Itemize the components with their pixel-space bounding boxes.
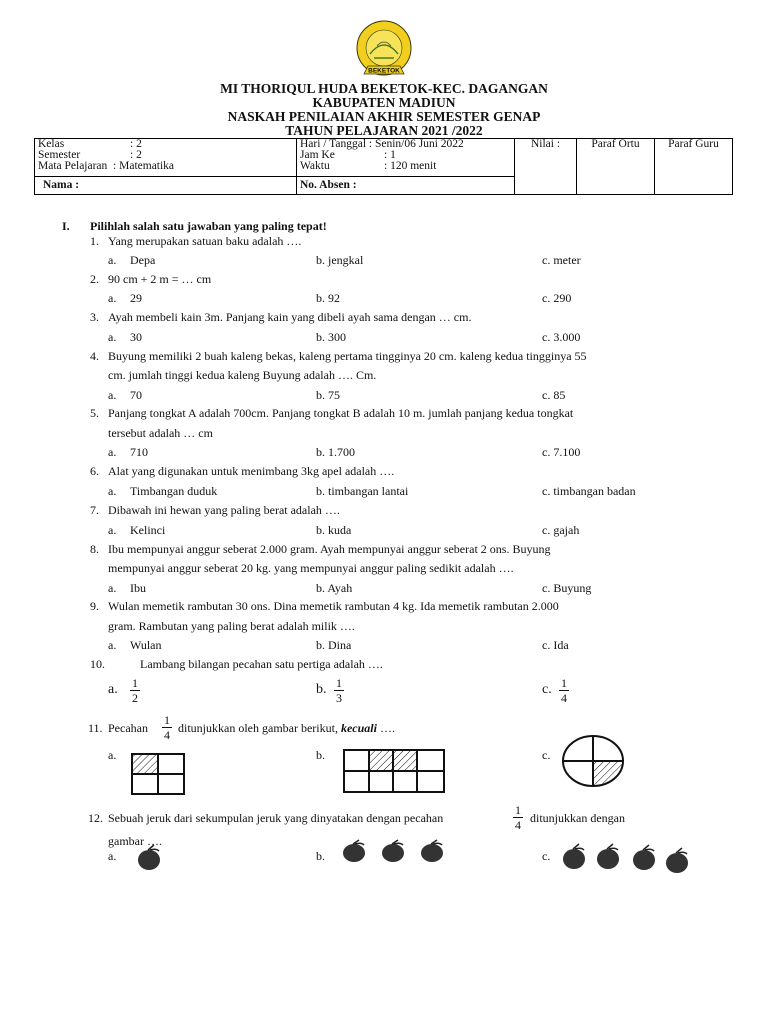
q8-text-line2: mempunyai anggur seberat 20 kg. yang mempunyai anggur paling sedikit adalah …. [108,561,514,575]
academic-year: TAHUN PELAJARAN 2021 /2022 [285,123,483,138]
absen-field[interactable] [297,177,515,195]
q1-option-a[interactable]: Depa [130,253,156,267]
q11-option-c-circle[interactable] [560,734,626,788]
q6-text: Alat yang digunakan untuk menimbang 3kg apel adalah …. [108,464,395,478]
q4-option-b[interactable]: b. 75 [316,388,340,402]
q10-a-denominator: 2 [132,691,138,705]
q6-option-c[interactable]: c. timbangan badan [542,484,636,498]
jam-label: Jam Ke [300,149,335,161]
schedule-info-cell [297,139,515,177]
q10-number: 10. [90,657,105,671]
section-instruction: Pilihlah salah satu jawaban yang paling tepat! [90,219,327,233]
q12-text-pre: Sebuah jeruk dari sekumpulan jeruk yang dinyatakan dengan pecahan [108,811,444,825]
exam-title: NASKAH PENILAIAN AKHIR SEMESTER GENAP [227,109,541,124]
student-info-table [34,138,733,195]
q5-option-a[interactable]: 710 [130,445,148,459]
q9-option-a[interactable]: Wulan [130,638,162,652]
absen-label: No. Absen : [300,179,357,191]
q6-option-a-letter: a. [108,484,117,498]
q2-option-a-letter: a. [108,291,117,305]
q12-option-c-oranges[interactable] [560,842,695,876]
orange-icon [666,848,688,873]
q3-text: Ayah membeli kain 3m. Panjang kain yang dibeli ayah sama dengan … cm. [108,310,472,324]
q4-number: 4. [90,349,99,363]
q2-text: 90 cm + 2 m = … cm [108,272,212,286]
q10-c-numerator: 1 [561,676,567,690]
nama-field[interactable] [35,177,297,195]
q11-option-b-letter: b. [316,748,325,762]
q1-option-c[interactable]: c. meter [542,253,581,267]
nilai-label: Nilai : [530,138,561,150]
q7-number: 7. [90,503,99,517]
semester-value: : 2 [130,149,142,161]
mapel-value: : Matematika [113,160,175,172]
q11-fraction [162,714,172,741]
q7-option-a[interactable]: Kelinci [130,523,166,537]
q9-option-a-letter: a. [108,638,117,652]
q4-option-c[interactable]: c. 85 [542,388,566,402]
q8-text: Ibu mempunyai anggur seberat 2.000 gram. Ayah mempunyai anggur seberat 2 ons. Buyung [108,542,551,556]
school-logo [344,18,424,78]
q6-number: 6. [90,464,99,478]
q2-option-b[interactable]: b. 92 [316,291,340,305]
q2-number: 2. [90,272,99,286]
q10-b-denominator: 3 [336,691,342,705]
q11-number: 11. [88,721,103,735]
orange-icon [382,840,404,862]
orange-icon [421,840,443,862]
q1-option-b[interactable]: b. jengkal [316,253,364,267]
q12-denominator: 4 [515,818,521,832]
section-number: I. [62,219,70,233]
q8-number: 8. [90,542,99,556]
q5-text-line2: tersebut adalah … cm [108,426,213,440]
q5-option-a-letter: a. [108,445,117,459]
class-info-cell [35,139,297,177]
q12-fraction [513,804,523,831]
q1-option-a-letter: a. [108,253,117,267]
kelas-value: : 2 [130,138,142,150]
q9-number: 9. [90,599,99,613]
q3-option-a-letter: a. [108,330,117,344]
waktu-label: Waktu [300,160,330,172]
q11-text-emphasis: kecuali [340,721,377,735]
q3-option-b[interactable]: b. 300 [316,330,346,344]
q10-a-numerator: 1 [132,676,138,690]
q10-option-c-fraction[interactable] [559,677,569,704]
q9-option-c[interactable]: c. Ida [542,638,569,652]
q5-number: 5. [90,406,99,420]
q2-option-a[interactable]: 29 [130,291,142,305]
regency-name: KABUPATEN MADIUN [312,95,456,110]
hari-label: Hari / Tanggal [300,138,367,150]
hari-value: : Senin/06 Juni 2022 [368,138,464,150]
q5-text: Panjang tongkat A adalah 700cm. Panjang tongkat B adalah 10 m. jumlah panjang kedua tongkat [108,406,574,420]
q10-option-a-letter: a. [108,682,118,697]
q7-option-a-letter: a. [108,523,117,537]
q8-option-a[interactable]: Ibu [130,581,146,595]
q12-numerator: 1 [515,803,521,817]
q12-text-line2: gambar …. [108,834,162,848]
nilai-cell[interactable] [515,139,577,195]
q6-option-b[interactable]: b. timbangan lantai [316,484,409,498]
q11-numerator: 1 [164,713,170,727]
q12-option-b-letter: b. [316,849,325,863]
q11-option-a-grid[interactable] [130,752,186,796]
school-name: MI THORIQUL HUDA BEKETOK-KEC. DAGANGAN [220,81,548,96]
q11-text-main: ditunjukkan oleh gambar berikut, [178,721,338,735]
q7-option-c[interactable]: c. gajah [542,523,580,537]
paraf-guru-cell[interactable] [655,139,733,195]
q10-option-c-letter: c. [542,682,552,697]
q12-option-a-letter: a. [108,849,117,863]
q10-option-a-fraction[interactable] [130,677,140,704]
q12-option-a-oranges[interactable] [134,842,166,872]
q4-text-line2: cm. jumlah tinggi kedua kaleng Buyung adalah …. Cm. [108,368,377,382]
q1-text: Yang merupakan satuan baku adalah …. [108,234,302,248]
q3-option-c[interactable]: c. 3.000 [542,330,581,344]
q9-option-b[interactable]: b. Dina [316,638,352,652]
q10-c-denominator: 4 [561,691,567,705]
q8-option-b[interactable]: b. Ayah [316,581,353,595]
q8-option-a-letter: a. [108,581,117,595]
paraf-ortu-cell[interactable] [577,139,655,195]
q12-option-b-oranges[interactable] [340,838,455,866]
semester-label: Semester [38,149,81,161]
q11-denominator: 4 [164,728,170,742]
q11-option-a-letter: a. [108,748,117,762]
orange-icon [343,840,365,862]
q9-text-line2: gram. Rambutan yang paling berat adalah milik …. [108,619,355,633]
q4-text: Buyung memiliki 2 buah kaleng bekas, kaleng pertama tingginya 20 cm. kaleng kedua tingginya 55 [108,349,587,363]
q10-text: Lambang bilangan pecahan satu pertiga adalah …. [140,657,383,671]
q5-option-b[interactable]: b. 1.700 [316,445,355,459]
q11-text-post [178,721,395,735]
q4-option-a-letter: a. [108,388,117,402]
kelas-label: Kelas [38,138,65,150]
mapel-label: Mata Pelajaran [38,160,108,172]
q7-text: Dibawah ini hewan yang paling berat adalah …. [108,503,340,517]
orange-icon [633,845,655,870]
q10-option-b-letter: b. [316,682,327,697]
q5-option-c[interactable]: c. 7.100 [542,445,581,459]
q6-option-a[interactable]: Timbangan duduk [130,484,218,498]
nama-label: Nama : [43,179,80,191]
q3-option-a[interactable]: 30 [130,330,142,344]
q10-option-b-fraction[interactable] [334,677,344,704]
q10-b-numerator: 1 [336,676,342,690]
q1-number: 1. [90,234,99,248]
q7-option-b[interactable]: b. kuda [316,523,352,537]
q4-option-a[interactable]: 70 [130,388,142,402]
q9-text: Wulan memetik rambutan 30 ons. Dina memetik rambutan 4 kg. Ida memetik rambutan 2.000 [108,599,559,613]
q3-number: 3. [90,310,99,324]
q11-text-end: …. [379,721,395,735]
q11-text-pre: Pecahan [108,721,148,735]
q8-option-c[interactable]: c. Buyung [542,581,592,595]
q11-option-c-letter: c. [542,748,551,762]
q12-text-post: ditunjukkan dengan [530,811,625,825]
orange-icon [138,845,160,870]
logo-ribbon-text: BEKETOK [368,67,400,75]
paraf-ortu-label: Paraf Ortu [591,138,640,150]
orange-icon [597,844,619,869]
q12-option-c-letter: c. [542,849,551,863]
q11-option-b-grid[interactable] [342,748,446,794]
waktu-value: : 120 menit [384,160,437,172]
jam-value: : 1 [384,149,396,161]
q12-number: 12. [88,811,103,825]
q2-option-c[interactable]: c. 290 [542,291,572,305]
orange-icon [563,844,585,869]
paraf-guru-label: Paraf Guru [668,138,719,150]
